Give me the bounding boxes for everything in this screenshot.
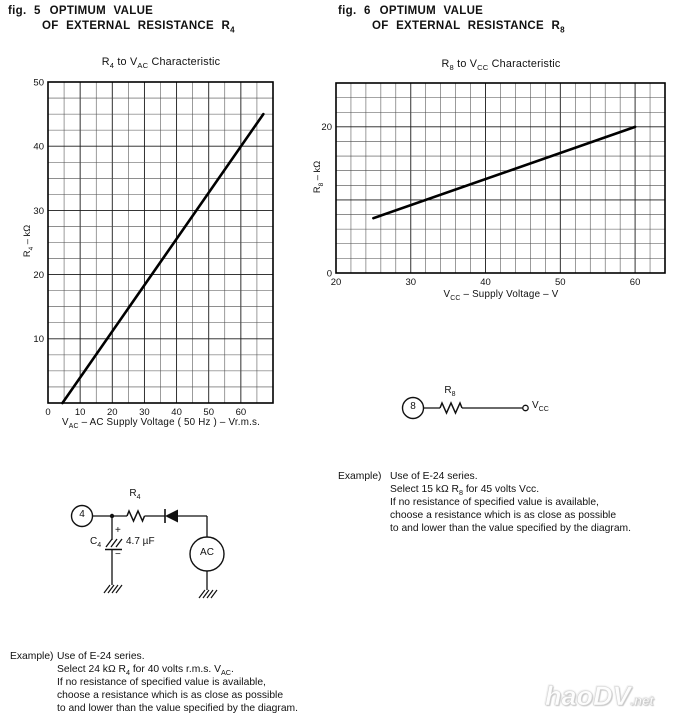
ground-icon	[104, 585, 122, 593]
fig6-example-line: Select 15 kΩ $R_8$ for 45 volts Vcc.	[390, 483, 540, 497]
fig6-example-label: Example)	[338, 471, 382, 482]
cap-c4-label: $C_4$	[90, 536, 102, 549]
cap-value-label: 4.7 µF	[126, 536, 155, 547]
resistor-r8-symbol	[440, 403, 462, 413]
y-tick-label: 20	[33, 270, 44, 281]
watermark-logo	[545, 681, 654, 712]
resistor-r4-label: $R_4$	[129, 488, 141, 501]
r4-chart-title: $R_4$ to $V_{AC}$ Characteristic	[101, 56, 221, 71]
x-tick-label: 30	[405, 277, 417, 288]
x-tick-label: 20	[106, 407, 118, 418]
fig5-heading	[8, 5, 235, 35]
vcc-terminal-dot	[523, 405, 528, 410]
x-tick-label: 10	[74, 407, 86, 418]
x-tick-label: 50	[555, 277, 566, 288]
r8-chart-ylabel: $R_8$ – kΩ	[312, 160, 325, 194]
fig5-example-line: Select 24 kΩ $R_4$ for 40 volts r.m.s. $V_{AC}$.	[57, 663, 234, 677]
r4-chart-ylabel: $R_4$ – kΩ	[22, 224, 35, 258]
resistor-r4-symbol	[127, 511, 145, 521]
pin-4-label: 4	[79, 509, 85, 520]
y-tick-label: 0	[326, 268, 332, 280]
x-tick-label: 20	[330, 277, 342, 288]
fig6-heading	[338, 5, 565, 35]
r4-vac-plot	[10, 75, 290, 423]
fig6-example	[338, 471, 673, 536]
y-tick-label: 50	[33, 77, 44, 89]
x-tick-label: 30	[139, 407, 150, 418]
fig5-example	[10, 651, 340, 716]
x-tick-label: 60	[235, 407, 247, 418]
r8-chart-xlabel: $V_{CC}$ – Supply Voltage – V	[443, 289, 559, 302]
y-tick-label: 40	[33, 141, 44, 153]
ground-icon	[199, 590, 217, 598]
cap-minus-sign: −	[115, 549, 121, 560]
fig5-example-line: If no resistance of specified value is available,	[57, 676, 266, 688]
r4-circuit	[60, 486, 250, 616]
fig5-example-line: to and lower than the value specified by the diagram.	[57, 702, 298, 714]
x-tick-label: 40	[480, 277, 491, 288]
x-tick-label: 50	[203, 407, 215, 418]
watermark-suffix: .net	[630, 693, 654, 708]
fig5-example-label: Example)	[10, 651, 54, 662]
fig5-number: fig. 5	[8, 5, 41, 17]
cap-plus-sign: +	[115, 525, 121, 536]
r8-chart-title: $R_8$ to $V_{CC}$ Characteristic	[441, 58, 561, 73]
pin-8-label: 8	[410, 401, 416, 412]
r8-vcc-plot	[300, 76, 676, 302]
watermark-text: haoDV	[545, 681, 631, 711]
r8-circuit	[395, 385, 570, 433]
diode-symbol	[165, 510, 178, 523]
fig6-title-line2: OF EXTERNAL RESISTANCE $R_8$	[372, 20, 565, 35]
fig6-title-line1: OPTIMUM VALUE	[379, 5, 484, 17]
fig5-title-line1: OPTIMUM VALUE	[49, 5, 154, 17]
fig5-example-line: choose a resistance which is as close as possible	[57, 689, 284, 701]
x-tick-label: 40	[171, 407, 182, 418]
y-tick-label: 30	[33, 205, 44, 217]
fig5-title-line2: OF EXTERNAL RESISTANCE $R_4$	[42, 20, 235, 35]
fig5-example-line: Use of E-24 series.	[57, 651, 145, 662]
x-tick-label: 0	[45, 407, 51, 418]
capacitor-c4-plus-plate	[106, 539, 122, 547]
fig6-example-line: Use of E-24 series.	[390, 471, 478, 482]
vcc-label: $V_{CC}$	[532, 400, 549, 413]
y-tick-label: 20	[321, 122, 332, 134]
data-line	[373, 127, 635, 218]
ac-source-label: AC	[200, 547, 214, 558]
y-tick-label: 10	[33, 334, 44, 346]
fig6-number: fig. 6	[338, 5, 371, 17]
fig6-example-line: to and lower than the value specified by the diagram.	[390, 522, 631, 534]
fig6-example-line: choose a resistance which is as close as possible	[390, 509, 617, 521]
x-tick-label: 60	[629, 277, 641, 288]
fig6-example-line: If no resistance of specified value is available,	[390, 496, 599, 508]
r4-chart-xlabel: $V_{AC}$ – AC Supply Voltage ( 50 Hz ) – Vr.m.s.	[61, 417, 261, 430]
resistor-r8-label: $R_8$	[444, 385, 456, 398]
